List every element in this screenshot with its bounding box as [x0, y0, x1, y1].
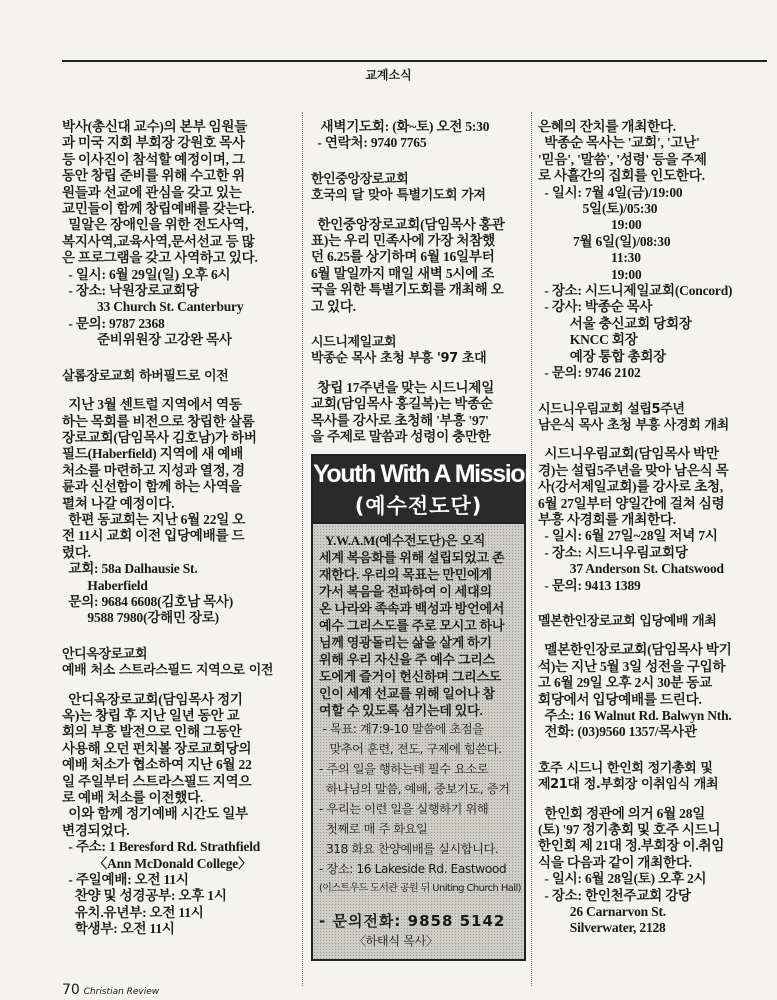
article-heading — [311, 172, 526, 205]
text-line: 지난 3월 센트럴 지역에서 역동 — [62, 397, 242, 413]
text-line: 은혜의 잔치를 개최한다. — [538, 119, 676, 134]
article-paragraph — [311, 119, 526, 152]
text-line: 일 주일부터 스트라스필드 지역으 — [62, 773, 252, 789]
text-line: 맞추어 훈련, 전도, 구제에 힘쓴다. — [319, 741, 502, 756]
text-line: 멜본한인장로교회 입당예배 개최 — [538, 613, 717, 629]
text-line: 석)는 지난 5월 3일 성전을 구입하 — [538, 658, 726, 674]
text-line: 새벽기도회: (화~토) 오전 5:30 — [311, 119, 490, 134]
text-line: 한인회 제 21대 정.부회장 이.취임 — [538, 838, 725, 854]
text-line: - 장소: 낙원장로교회당 — [62, 283, 199, 299]
text-line: 7월 6일(일)/08:30 — [538, 233, 671, 249]
text-line: 예수 그리스도를 주로 모시고 하나 — [319, 617, 505, 633]
article-heading — [62, 647, 298, 680]
text-line: 로 사흘간의 집회를 인도한다. — [538, 168, 705, 184]
text-line: - 장소: 한인천주교회 강당 — [538, 887, 691, 903]
text-line: 하는 목회를 비전으로 창립한 살롬 — [62, 413, 255, 429]
ywam-subtitle: (예수전도단) — [354, 493, 483, 518]
article-heading — [62, 369, 298, 385]
article-heading — [538, 614, 768, 630]
column-2-text — [311, 119, 526, 446]
ywam-items — [319, 719, 524, 879]
text-line: 318 화요 찬양예배를 실시합니다. — [319, 841, 499, 856]
text-line: - 일시: 6월 27일~28일 저녁 7시 — [538, 528, 718, 544]
text-line: 창립 17주년을 맞는 시드니제일 — [311, 379, 495, 395]
text-line: 교회: 58a Dalhausie St. — [62, 561, 198, 577]
text-line: 박사(총신대 교수)의 본부 임원들 — [62, 119, 248, 134]
text-line: 로 예배 처소를 이전했다. — [62, 790, 204, 806]
header-rule — [62, 60, 767, 62]
text-line: - 강사: 박종순 목사 — [538, 299, 653, 315]
text-line: 교회(담임목사 홍길복)는 박종순 — [311, 396, 493, 412]
magazine-name: Christian Review — [83, 987, 160, 997]
text-line: 첫째로 매 주 화요일 — [319, 821, 428, 836]
text-line: 을 주제로 말씀과 성령이 충만한 — [311, 429, 491, 445]
text-line: - 일시: 6월 28일(토) 오후 2시 — [538, 871, 707, 887]
text-line: 온 나라와 족속과 백성과 방언에서 — [319, 600, 505, 616]
text-line: 전 11시 교회 이전 입당예배를 드 — [62, 528, 245, 544]
article-paragraph — [538, 806, 768, 937]
text-line: 펼쳐 나갈 예정이다. — [62, 495, 175, 511]
text-line: - 문의: 9746 2102 — [538, 365, 641, 381]
text-line: 고 6월 29일 오후 2시 30분 동교 — [538, 675, 712, 691]
article-paragraph — [62, 692, 298, 938]
article-heading — [538, 402, 768, 435]
text-line: 살롬장로교회 하버필드로 이전 — [62, 368, 229, 384]
text-line: 예배 처소 스트라스필드 지역으로 이전 — [62, 663, 274, 679]
column-1 — [62, 119, 298, 938]
text-line: - 주소: 1 Beresford Rd. Strathfield — [62, 839, 261, 855]
text-line: 전화: (03)9560 1357/목사관 — [538, 724, 697, 740]
article-heading — [311, 335, 526, 368]
text-line: 한인회 정관에 의거 6월 28일 — [538, 805, 706, 821]
text-line: 멜본한인장로교회(담임목사 박기 — [538, 642, 732, 658]
section-title: 교계소식 — [365, 68, 412, 82]
article-paragraph — [311, 217, 526, 315]
column-divider — [302, 112, 303, 986]
text-line: 고 있다. — [311, 298, 356, 314]
text-line: (이스트우드 도서관 공원 뒤 Uniting Church Hall) — [319, 882, 521, 894]
text-line: 회의 부흥 발전으로 인해 그동안 — [62, 724, 242, 740]
text-line: 한편 동교회는 지난 6월 22일 오 — [62, 511, 246, 527]
ywam-body — [313, 524, 524, 959]
text-line: 19:00 — [538, 266, 642, 282]
text-line: 예장 통합 총회장 — [538, 348, 667, 364]
text-line: 한인중앙장로교회 — [311, 171, 409, 187]
text-line: 〈하태식 목사〉 — [319, 933, 438, 948]
text-line: 이와 함께 정기예배 시간도 일부 — [62, 806, 248, 822]
ywam-place-note — [319, 879, 524, 899]
article-paragraph — [538, 642, 768, 740]
ywam-header — [313, 456, 538, 524]
article-paragraph — [538, 119, 768, 382]
text-line: Haberfield — [62, 577, 148, 593]
text-line: 19:00 — [538, 217, 642, 233]
text-line: (토) '97 정기총회 및 호주 시드니 — [538, 822, 721, 838]
text-line: '믿음', '말씀', '성령' 등을 주제 — [538, 151, 707, 167]
article-paragraph — [311, 380, 526, 446]
text-line: 안디옥장로교회(담임목사 정기 — [62, 691, 243, 707]
text-line: 제21대 정.부회장 이취임식 개최 — [538, 777, 719, 793]
text-line: 남은식 목사 초청 부흥 사경회 개최 — [538, 417, 729, 433]
text-line: 9588 7980(강해민 장로) — [62, 610, 219, 626]
text-line: 박종순 목사 초청 부흥 '97 초대 — [311, 351, 487, 367]
text-line: Silverwater, 2128 — [538, 920, 666, 936]
text-line: 호국의 달 맞아 특별기도회 가져 — [311, 188, 486, 204]
text-line: 경)는 설립5주년을 맞아 남은식 목 — [538, 462, 729, 478]
page-number: 70 — [62, 982, 80, 998]
article-paragraph — [62, 119, 298, 349]
text-line: 재한다. 우리의 목표는 만민에게 — [319, 566, 492, 582]
text-line: 국을 위한 특별기도회를 개최해 오 — [311, 282, 504, 298]
text-line: 회당에서 입당예배를 드린다. — [538, 691, 702, 707]
text-line: 던 6.25를 상기하며 6월 16일부터 — [311, 249, 495, 265]
text-line: 학생부: 오전 11시 — [62, 921, 175, 937]
page-footer — [62, 982, 159, 998]
ywam-contact-person — [319, 931, 524, 951]
text-line: - 문의전화: 9858 5142 — [319, 911, 506, 930]
text-line: 6월 27일부터 양일간에 걸쳐 심령 — [538, 495, 725, 511]
text-line: 표)는 우리 민족사에 가장 처참했 — [311, 233, 495, 249]
text-line: - 목표: 계7:9-10 말씀에 초점을 — [319, 721, 484, 736]
text-line: 옥)는 창립 후 지난 일년 동안 교 — [62, 708, 240, 723]
text-line: 사용해 오던 펀치볼 장로교회당의 — [62, 740, 252, 756]
text-line: 식을 다음과 같이 개최한다. — [538, 854, 692, 870]
text-line: 시드니우림교회(담임목사 박만 — [538, 446, 719, 462]
text-line: 목사를 강사로 초청해 '부흥 '97' — [311, 412, 489, 428]
text-line: - 장소: 시드니제일교회(Concord) — [538, 283, 733, 299]
text-line: 동안 창립 준비를 위해 수고한 위 — [62, 168, 245, 184]
text-line: 시드니우림교회 설립5주년 — [538, 401, 685, 417]
article-paragraph — [538, 446, 768, 594]
text-line: Y.W.A.M(예수전도단)은 오직 — [319, 532, 486, 548]
text-line: 은 프로그램을 갖고 사역하고 있다. — [62, 250, 258, 266]
text-line: - 문의: 9413 1389 — [538, 577, 641, 593]
column-3 — [538, 119, 768, 937]
text-line: 박종순 목사는 '교회', '고난' — [538, 135, 700, 151]
text-line: 위해 우리 자신을 주 예수 그리스 — [319, 651, 495, 667]
article-paragraph — [62, 397, 298, 627]
text-line: 유치.유년부: 오전 11시 — [62, 904, 204, 920]
text-line: 인이 세계 선교를 위해 일어나 참 — [319, 685, 495, 701]
text-line: 도에게 즐거이 헌신하며 그리스도 — [319, 668, 502, 684]
text-line: 세계 복음화를 위해 설립되었고 존 — [319, 549, 505, 565]
text-line: KNCC 회장 — [538, 332, 638, 348]
text-line: - 주일예배: 오전 11시 — [62, 872, 189, 888]
text-line: 37 Anderson St. Chatswood — [538, 561, 724, 577]
text-line: 서울 충신교회 당회장 — [538, 315, 692, 331]
text-line: 안디옥장로교회 — [62, 646, 148, 662]
text-line: 6월 말일까지 매일 새벽 5시에 조 — [311, 265, 495, 281]
text-line: 사(강서제일교회)를 강사로 초청, — [538, 479, 724, 495]
text-line: 변경되었다. — [62, 822, 130, 838]
text-line: - 장소: 16 Lakeside Rd. Eastwood — [319, 861, 507, 876]
text-line: 등 이사진이 참석할 예정이며, 그 — [62, 151, 245, 167]
text-line: 5일(토)/05:30 — [538, 201, 658, 217]
text-line: 가서 복음을 전파하여 이 세대의 — [319, 583, 492, 599]
text-line: 과 미국 지회 부회장 강원호 목사 — [62, 135, 245, 151]
text-line: 여할 수 있도록 섬기는데 있다. — [319, 702, 483, 718]
text-line: 처소를 마련하고 지성과 열정, 경 — [62, 462, 245, 478]
text-line: - 문의: 9787 2368 — [62, 315, 165, 331]
column-divider — [531, 112, 532, 986]
text-line: - 우리는 이런 일을 실행하기 위해 — [319, 801, 489, 816]
text-line: - 주의 일을 행하는데 필수 요소로 — [319, 761, 489, 776]
text-line: 필드(Haberfield) 지역에 새 예배 — [62, 446, 244, 462]
text-line: 준비위원장 고강완 목사 — [62, 332, 232, 348]
article-heading — [538, 761, 768, 794]
column-2 — [311, 119, 538, 961]
text-line: 님께 영광돌리는 삶을 살게 하기 — [319, 634, 492, 650]
text-line: 교민들이 함께 창립예배를 갖는다. — [62, 201, 255, 217]
text-line: 〈Ann McDonald College〉 — [62, 855, 252, 871]
text-line: 26 Carnarvon St. — [538, 904, 666, 920]
ywam-contact — [319, 911, 524, 931]
text-line: 복지사역,교육사역,문서선교 등 많 — [62, 233, 255, 249]
text-line: 시드니제일교회 — [311, 335, 397, 351]
ywam-intro — [319, 532, 524, 719]
text-line: 원들과 선교에 관심을 갖고 있는 — [62, 184, 242, 200]
text-line: - 일시: 6월 29일(일) 오후 6시 — [62, 266, 231, 282]
text-line: 렸다. — [62, 544, 91, 560]
ywam-advertisement — [311, 454, 538, 961]
text-line: 주소: 16 Walnut Rd. Balwyn Nth. — [538, 708, 732, 723]
text-line: 하나님의 말씀, 예배, 중보기도, 증거 — [319, 781, 510, 796]
text-line: 부흥 사경회를 개최한다. — [538, 511, 676, 527]
text-line: 호주 시드니 한인회 정기총회 및 — [538, 760, 713, 776]
text-line: 장로교회(담임목사 김호남)가 하버 — [62, 429, 257, 445]
text-line: 한인중앙장로교회(담임목사 홍관 — [311, 216, 505, 232]
text-line: 11:30 — [538, 250, 641, 266]
text-line: 33 Church St. Canterbury — [62, 299, 244, 315]
text-line: 예배 처소가 협소하여 지난 6월 22 — [62, 757, 252, 773]
text-line: 밀알은 장애인을 위한 전도사역, — [62, 217, 248, 233]
text-line: 찬양 및 성경공부: 오후 1시 — [62, 888, 227, 904]
text-line: - 장소: 시드니우림교회당 — [538, 544, 688, 560]
text-line: 문의: 9684 6608(김호남 목사) — [62, 593, 234, 609]
text-line: - 일시: 7월 4일(금)/19:00 — [538, 184, 683, 200]
text-line: 륜과 신선함이 함께 하는 사역을 — [62, 479, 242, 495]
text-line: - 연락처: 9740 7765 — [311, 135, 427, 151]
ywam-title: Youth With A Mission — [313, 459, 538, 488]
